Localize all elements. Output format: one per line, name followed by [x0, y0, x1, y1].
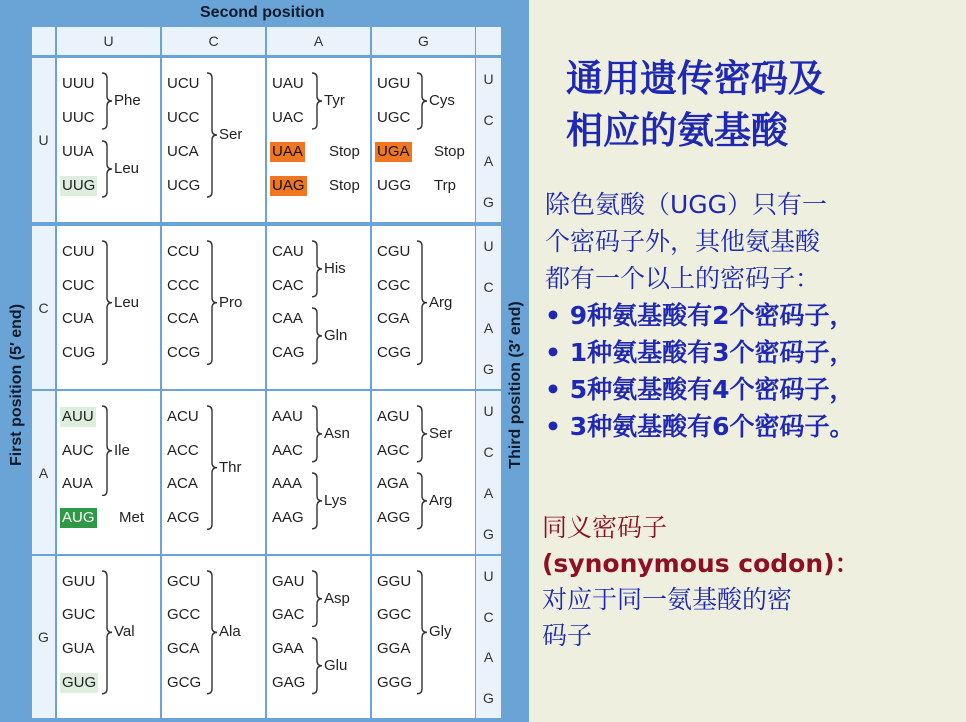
third-position-base: U — [483, 70, 494, 87]
codon: GCU — [167, 572, 201, 590]
amino-acid-label: Trp — [434, 177, 456, 194]
codon-cell — [162, 58, 265, 222]
codon-cell — [57, 58, 160, 222]
codon: UUU — [62, 75, 95, 92]
brace — [310, 570, 324, 628]
codon: CAU — [272, 242, 304, 260]
first-position-header: U — [32, 58, 55, 222]
codon-count-item: • 5种氨基酸有4个密码子， — [545, 371, 960, 408]
amino-acid-label: Tyr — [324, 92, 345, 109]
codon-cell — [372, 556, 475, 718]
codon: CGC — [377, 276, 411, 294]
amino-acid-label: Stop — [434, 143, 465, 160]
brace — [310, 72, 324, 130]
codon: AAA — [272, 475, 303, 493]
corner-cell — [32, 27, 55, 55]
codon: CGU — [377, 242, 411, 260]
codon: AGG — [377, 509, 411, 527]
amino-acid-label: Asp — [324, 589, 350, 607]
codon: AUA — [62, 475, 93, 493]
term-definition-line: 对应于同一氨基酸的密 — [542, 585, 793, 614]
brace — [310, 307, 324, 365]
third-position-base: G — [483, 193, 494, 210]
codon-cell — [57, 391, 160, 554]
third-position-base: G — [483, 689, 494, 706]
codon: UCG — [167, 177, 201, 194]
third-position-base: U — [483, 238, 494, 255]
amino-acid-label: Gly — [429, 623, 452, 641]
codon-cell — [372, 58, 475, 222]
amino-acid-label: Arg — [429, 492, 453, 510]
amino-acid-label: Leu — [114, 160, 140, 177]
codon-count-item: • 3种氨基酸有6个密码子。 — [545, 408, 960, 445]
codon: GGG — [377, 673, 413, 691]
codon: AUG — [62, 509, 95, 527]
intro-line: 个密码子外，其他氨基酸 — [545, 227, 821, 256]
codon: GUA — [62, 639, 95, 657]
third-position-label: Third position (3′ end) — [507, 301, 524, 469]
codon: CUA — [62, 310, 94, 328]
third-position-base: G — [483, 360, 494, 377]
term-chinese: 同义密码子 — [542, 513, 668, 542]
codon: UAU — [272, 75, 304, 92]
codon: CCG — [167, 344, 201, 362]
codon-cell — [267, 226, 370, 389]
term-english: (synonymous codon)： — [542, 549, 860, 578]
second-position-label: Second position — [200, 4, 325, 21]
third-position-column — [476, 226, 501, 389]
codon: AAU — [272, 407, 303, 425]
third-position-column — [476, 556, 501, 718]
brace — [205, 405, 219, 530]
brace — [100, 240, 114, 365]
codon: UGC — [377, 109, 411, 126]
synonymous-codon-definition — [542, 510, 962, 654]
codon: UAG — [272, 177, 305, 194]
third-position-column — [476, 391, 501, 554]
third-position-base: A — [483, 319, 494, 336]
amino-acid-label: Ser — [429, 424, 453, 442]
brace — [205, 72, 219, 198]
third-position-column — [476, 58, 501, 222]
brace — [415, 72, 429, 130]
third-position-base: C — [483, 608, 494, 625]
codon: UUG — [62, 177, 96, 194]
codon: GUU — [62, 572, 96, 590]
codon: GCG — [167, 673, 202, 691]
brace — [415, 240, 429, 365]
third-position-base: C — [483, 444, 494, 461]
amino-acid-label: Arg — [429, 293, 453, 311]
codon-cell — [162, 226, 265, 389]
codon-count-list — [545, 297, 960, 445]
codon: ACG — [167, 509, 200, 527]
amino-acid-label: Ser — [219, 126, 243, 143]
codon: GCA — [167, 639, 200, 657]
codon: UCA — [167, 143, 199, 160]
second-position-header: C — [162, 27, 265, 55]
third-position-base: U — [483, 568, 494, 585]
codon: GAU — [272, 572, 305, 590]
brace — [100, 570, 114, 695]
codon-count-item: • 1种氨基酸有3个密码子， — [545, 334, 960, 371]
third-position-base: A — [483, 484, 494, 501]
codon-cell — [267, 58, 370, 222]
brace — [100, 72, 114, 130]
amino-acid-label: Glu — [324, 656, 348, 674]
codon: AAG — [272, 509, 304, 527]
brace — [310, 405, 324, 463]
codon: UAC — [272, 109, 304, 126]
codon: UUA — [62, 143, 94, 160]
codon: CUU — [62, 242, 95, 260]
amino-acid-label: His — [324, 259, 346, 277]
codon: UCU — [167, 75, 200, 92]
amino-acid-label: Ala — [219, 623, 241, 641]
codon: GUG — [62, 673, 97, 691]
third-position-base: A — [483, 152, 494, 169]
third-position-base: G — [483, 525, 494, 542]
codon: UAA — [272, 143, 303, 160]
brace — [310, 240, 324, 298]
codon: CUG — [62, 344, 96, 362]
codon: GCC — [167, 606, 201, 624]
codon-cell — [267, 556, 370, 718]
codon: GAA — [272, 639, 304, 657]
slide-title — [566, 52, 956, 156]
brace — [415, 570, 429, 695]
amino-acid-label: Pro — [219, 293, 243, 311]
amino-acid-label: Cys — [429, 92, 455, 109]
codon: AUU — [62, 407, 94, 425]
amino-acid-label: Met — [119, 509, 145, 527]
second-position-header: G — [372, 27, 475, 55]
first-position-label: First position (5′ end) — [8, 303, 25, 467]
amino-acid-label: Stop — [329, 143, 360, 160]
summary-text — [545, 186, 960, 445]
third-position-base: C — [483, 279, 494, 296]
codon: CAG — [272, 344, 305, 362]
amino-acid-label: Stop — [329, 177, 360, 194]
amino-acid-label: Gln — [324, 327, 348, 345]
codon-cell — [372, 391, 475, 554]
codon: AUC — [62, 441, 94, 459]
codon: ACC — [167, 441, 199, 459]
intro-line: 除色氨酸（UGG）只有一 — [545, 190, 828, 219]
brace — [415, 405, 429, 463]
codon: GAC — [272, 606, 305, 624]
codon-cell — [57, 556, 160, 718]
codon-cell — [162, 391, 265, 554]
third-position-base: U — [483, 403, 494, 420]
codon: UGA — [377, 143, 410, 160]
amino-acid-label: Val — [114, 623, 135, 641]
codon: AGC — [377, 441, 410, 459]
codon-cell — [267, 391, 370, 554]
corner-cell — [476, 27, 501, 55]
codon: UGU — [377, 75, 411, 92]
amino-acid-label: Lys — [324, 492, 347, 510]
codon: CAA — [272, 310, 303, 328]
codon: CCA — [167, 310, 199, 328]
codon: AAC — [272, 441, 303, 459]
codon: GUC — [62, 606, 96, 624]
amino-acid-label: Thr — [219, 458, 242, 476]
first-position-header: G — [32, 556, 55, 718]
codon-cell — [57, 226, 160, 389]
codon: CCU — [167, 242, 200, 260]
codon: CAC — [272, 276, 304, 294]
brace — [205, 570, 219, 695]
title-line: 通用遗传密码及 — [566, 56, 825, 100]
codon: GGU — [377, 572, 412, 590]
intro-line: 都有一个以上的密码子： — [545, 264, 821, 293]
codon: CCC — [167, 276, 200, 294]
codon-count-item: • 9种氨基酸有2个密码子， — [545, 297, 960, 334]
codon: CGA — [377, 310, 410, 328]
codon: AGU — [377, 407, 410, 425]
brace — [100, 140, 114, 198]
codon: AGA — [377, 475, 409, 493]
amino-acid-label: Phe — [114, 92, 141, 109]
codon-cell — [372, 226, 475, 389]
third-position-base: A — [483, 649, 494, 666]
codon-cell — [162, 556, 265, 718]
brace — [310, 637, 324, 695]
codon: GGA — [377, 639, 411, 657]
first-position-header: A — [32, 391, 55, 554]
amino-acid-label: Asn — [324, 424, 350, 442]
brace — [205, 240, 219, 365]
codon: UCC — [167, 109, 200, 126]
first-position-header: C — [32, 226, 55, 389]
codon: ACA — [167, 475, 198, 493]
brace — [415, 472, 429, 530]
codon: GAG — [272, 673, 306, 691]
codon: UUC — [62, 109, 95, 126]
title-line: 相应的氨基酸 — [566, 108, 788, 152]
brace — [310, 472, 324, 530]
third-position-base: C — [483, 111, 494, 128]
amino-acid-label: Ile — [114, 441, 130, 459]
brace — [100, 405, 114, 497]
second-position-header: U — [57, 27, 160, 55]
second-position-header: A — [267, 27, 370, 55]
codon: ACU — [167, 407, 199, 425]
codon: UGG — [377, 177, 412, 194]
term-definition-line: 码子 — [542, 621, 593, 650]
codon: GGC — [377, 606, 412, 624]
codon: CGG — [377, 344, 412, 362]
codon: CUC — [62, 276, 95, 294]
amino-acid-label: Leu — [114, 293, 140, 311]
